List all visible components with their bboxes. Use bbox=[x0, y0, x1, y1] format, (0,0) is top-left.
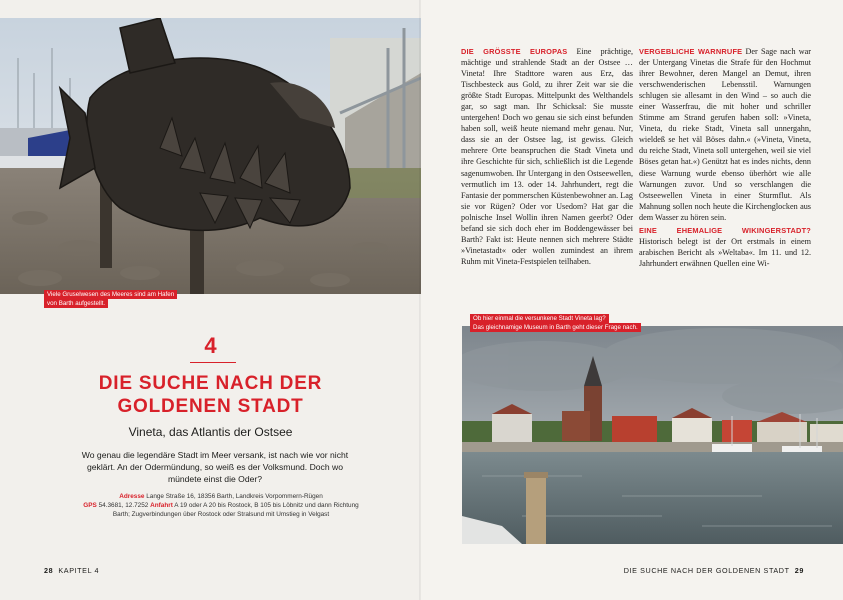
chapter-lead-text: Wo genau die legendäre Stadt im Meer versank, ist nach wie vor nicht geklärt. An der Odermündung, so weiß es der Volksmund. Doch wo mündete einst die Oder? bbox=[81, 450, 349, 485]
chapter-title bbox=[0, 372, 421, 418]
chapter-divider bbox=[190, 362, 236, 363]
photo-caption-line: Das gleichnamige Museum in Barth geht dieser Frage nach. bbox=[470, 323, 641, 332]
chapter-title-line: DIE SUCHE NACH DER bbox=[98, 373, 323, 394]
section-text: Der Sage nach war der Untergang Vinetas die Strafe für den Hochmut ihrer Bewohner, deren Mangel an Demut, ihren verschwenderischen Lebensstil. Warnungen schlugen sie allesamt in den Wind – so auch die einer Wasserfrau, die mit hoher und schriller Stimme am Strand gerufen haben soll: »Vineta, Vineta, du rieke Stadt, Vineta sall unnergahn, wieldeß se het väl Böses dahn.« (»Vineta, Vineta, du reiche Stadt, Vineta soll untergehen, weil sie viel Böses getan hat.«) Genützt hat es indes nichts, denn diese Warnung wurde ebenso überhört wie alle Warnungen zuvor. Und so verschlangen die Ostseewellen Vineta in einer Sturmflut. Als Mahnung sollen noch heute die Kirchenglocken aus dem Wasser zu hören sein. bbox=[639, 47, 812, 222]
running-header: DIE SUCHE NACH DER GOLDENEN STADT bbox=[623, 566, 790, 575]
section-kicker: VERGEBLICHE WARNRUFE bbox=[639, 47, 743, 56]
directions-value: A 19 oder A 20 bis Rostock, B 105 bis Löbnitz und dann Richtung Barth; Zugverbindungen über Rostock oder Stralsund mit Umstieg in Velgast bbox=[112, 502, 359, 519]
folio-right bbox=[624, 566, 804, 575]
folio-left bbox=[44, 566, 99, 575]
address-label: Adresse bbox=[119, 493, 145, 500]
gps-label: GPS bbox=[83, 502, 97, 510]
running-header: KAPITEL 4 bbox=[58, 566, 100, 575]
chapter-subtitle: Vineta, das Atlantis der Ostsee bbox=[128, 425, 293, 439]
photo-caption-line: Ob hier einmal die versunkene Stadt Vineta lag? bbox=[470, 314, 609, 323]
photo-caption-line: von Barth aufgestellt. bbox=[44, 299, 108, 308]
section-kicker: DIE GRÖSSTE EUROPAS bbox=[461, 47, 568, 56]
section-kicker: EINE EHEMALIGE WIKINGERSTADT? bbox=[639, 225, 811, 235]
chapter-title-line: GOLDENEN STADT bbox=[117, 396, 304, 417]
gps-value: 54.3681, 12.7252 bbox=[98, 502, 149, 510]
text-column-2 bbox=[639, 46, 811, 269]
directions-label: Anfahrt bbox=[150, 502, 173, 510]
sea-creature-sculpture-photo bbox=[0, 18, 421, 294]
section-text: Historisch belegt ist der Ort erstmals in einem arabischen Bericht als »Weltaba«. Im 11. und 12. Jahrhundert erwähnen Quellen eine Wi- bbox=[639, 236, 811, 268]
text-column-1 bbox=[461, 46, 633, 267]
chapter-number: 4 bbox=[204, 333, 217, 358]
address-value: Lange Straße 16, 18356 Barth, Landkreis Vorpommern-Rügen bbox=[146, 493, 323, 500]
left-page bbox=[0, 0, 421, 600]
barth-harbor-photo bbox=[462, 326, 843, 544]
section-text: Eine prächtige, mächtige und strahlende Stadt an der Ostsee … Vineta! Ihre Stadttore waren aus Erz, das Tischbesteck aus Gold, zu ihrer Zeit war sie die größte Stadt Europas. Mittelpunkt des Welthandels gar, so sagt man. Ihr Schicksal: Sie musste untergehen! Doch wo genau sie sich einst befunden haben soll, weiß heute niemand mehr genau. Nur, dass sie an der Ostsee lag, ist gewiss. Gleich mehrere Orte beanspruchen die Stadt Vineta und ihre Geschichte für sich, schließlich ist die Legende sagenumwoben. Ihr Untergang in den Ostseewellen, vermutlich im 13. oder 14. Jahrhundert, regt die Fantasie der pommerschen Küstenbewohner an. Lag sie vor Rügen? Oder vor Usedom? Hat gar die polnische Insel Wollin ihren Namen geerbt? Oder befand sie sich doch eher im Boddengewässer bei Barth? Fakt ist: Heute nennen sich mehrere Städte »Vinetastadt« oder wollen zumindest an ihrem Ruhm mit Vineta-Festspielen teilhaben. bbox=[461, 47, 633, 266]
page-number: 28 bbox=[44, 566, 54, 575]
location-info bbox=[76, 492, 366, 520]
section-paragraph bbox=[639, 225, 811, 269]
photo-caption-line: Viele Gruselwesen des Meeres sind am Hafen bbox=[44, 290, 177, 299]
page-number: 29 bbox=[794, 566, 804, 575]
